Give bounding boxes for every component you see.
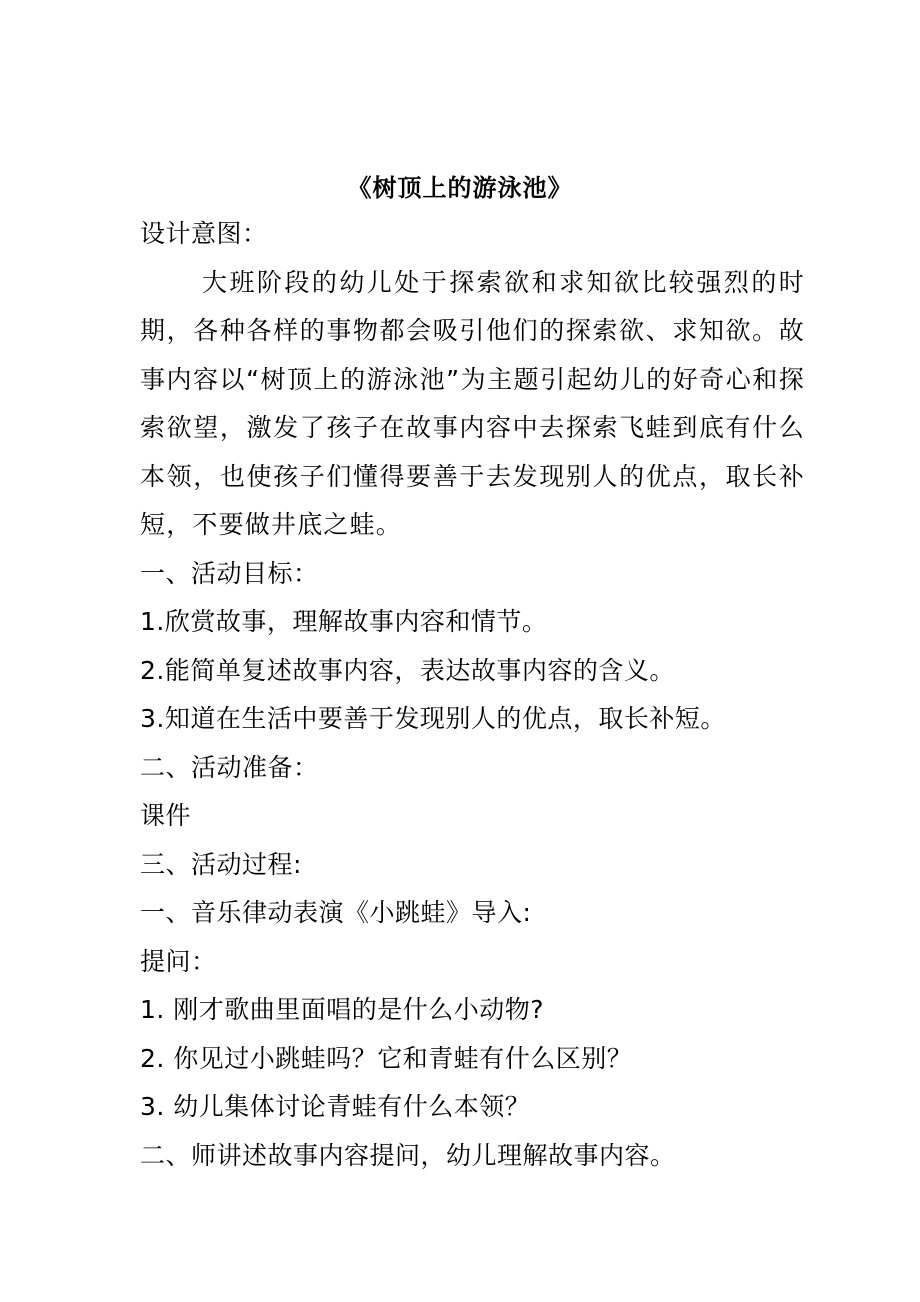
goal-item-1: 1.欣赏故事，理解故事内容和情节。 [140,607,548,636]
goal-item-2: 2.能简单复述故事内容，表达故事内容的含义。 [140,655,675,685]
step2-heading: 二、师讲述故事内容提问，幼儿理解故事内容。 [140,1140,676,1170]
preparation-heading: 二、活动准备： [140,752,319,782]
goal-item-3: 3.知道在生活中要善于发现别人的优点，取长补短。 [140,704,726,733]
goals-heading: 一、活动目标： [140,558,319,588]
document-body [140,210,805,1180]
question-item-2: 2. 你见过小跳蛙吗？它和青蛙有什么区别？ [140,1043,633,1073]
design-intent-heading: 设计意图： [140,219,268,248]
design-intent-paragraph: 大班阶段的幼儿处于探索欲和求知欲比较强烈的时期，各种各样的事物都会吸引他们的探索欲、求知欲。故事内容以“树顶上的游泳池”为主题引起幼儿的好奇心和探索欲望，激发了孩子在故事内容中去探索飞蛙到底有什么本领，也使孩子们懂得要善于去发现别人的优点，取长补短，不要做井底之蛙。 [140,267,805,539]
preparation-item: 课件 [140,801,192,830]
process-heading: 三、活动过程: [140,849,302,879]
question-item-1: 1. 刚才歌曲里面唱的是什么小动物? [140,995,545,1024]
questions-label: 提问： [140,946,217,976]
step1-heading: 一、音乐律动表演《小跳蛙》导入: [140,898,532,927]
document-title: 《树顶上的游泳池》 [347,174,573,202]
question-item-3: 3. 幼儿集体讨论青蛙有什么本领？ [140,1092,531,1121]
